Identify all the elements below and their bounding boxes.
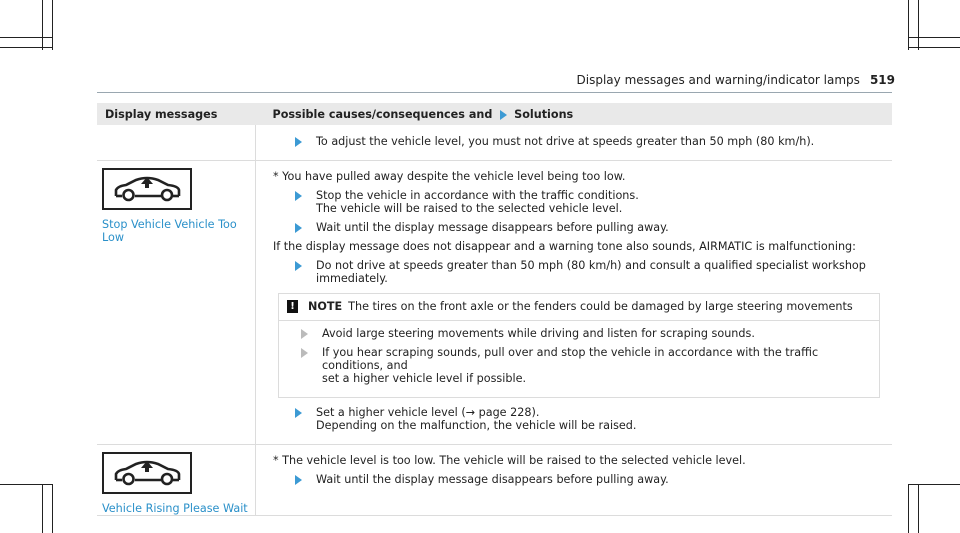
col-header-causes-text: Possible causes/consequences and [272,107,493,121]
arrow-bullet-icon [301,348,308,358]
list-item: Do not drive at speeds greater than 50 mph (80 km/h) and consult a qualified specialist workshop immediately. [295,259,880,285]
list-item: Stop the vehicle in accordance with the traffic conditions. The vehicle will be raised to the selected vehicle level. [295,189,880,215]
crop-mark [42,0,43,50]
list-item: To adjust the vehicle level, you must not drive at speeds greater than 50 mph (80 km/h). [295,135,880,148]
crop-mark [908,37,960,38]
list-item: Wait until the display message disappears before pulling away. [295,221,880,234]
page-number: 519 [869,73,895,87]
arrow-bullet-icon [301,329,308,339]
col-header-causes [256,103,893,125]
crop-mark [42,484,43,533]
crop-mark [918,484,919,533]
note-box [278,293,880,398]
running-header [0,73,895,87]
arrow-bullet-icon [295,261,302,271]
arrow-bullet-icon [295,223,302,233]
arrow-bullet-icon [295,475,302,485]
section-title: Display messages and warning/indicator lamps [576,73,860,87]
message-cell-empty [97,125,256,161]
note-text: The tires on the front axle or the fenders could be damaged by large steering movements [348,300,853,313]
table-row [97,161,892,445]
cause-text: * The vehicle level is too low. The vehicle will be raised to the selected vehicle level. [273,454,746,467]
display-message-label: Stop Vehicle Vehicle Too Low [102,218,237,244]
col-header-display-messages: Display messages [97,103,256,125]
arrow-bullet-icon [295,408,302,418]
message-cell [97,445,256,516]
crop-mark [908,484,960,485]
cause-text: * You have pulled away despite the vehicle level being too low. [273,170,626,183]
crop-mark [52,484,53,533]
crop-mark [908,484,909,533]
crop-mark [0,37,52,38]
arrow-bullet-icon [500,110,507,120]
solution-cell [256,125,893,161]
arrow-bullet-icon [295,137,302,147]
vehicle-level-icon [102,452,192,494]
arrow-bullet-icon [295,191,302,201]
message-cell [97,161,256,445]
crop-mark [908,47,960,48]
table-row [97,125,892,161]
header-divider [97,92,892,93]
crop-mark [918,0,919,50]
note-title: NOTE [308,300,343,313]
table-row [97,445,892,516]
list-item: Set a higher vehicle level (→ page 228). Depending on the malfunction, the vehicle will be raised. [295,406,880,432]
solution-cell [256,445,893,516]
table-header-row [97,103,892,125]
solution-cell [256,161,893,445]
display-messages-table [97,103,892,516]
malfunction-text: If the display message does not disappear and a warning tone also sounds, AIRMATIC is malfunctioning: [273,240,856,253]
crop-mark [0,484,52,485]
list-item: If you hear scraping sounds, pull over and stop the vehicle in accordance with the traffic conditions, and set a higher vehicle level if possible. [301,346,871,385]
note-header [279,300,879,321]
crop-mark [52,0,53,50]
warning-icon: ! [287,300,298,313]
display-message-label: Vehicle Rising Please Wait [102,502,248,515]
vehicle-level-icon [102,168,192,210]
crop-mark [0,47,52,48]
col-header-solutions-text: Solutions [514,107,574,121]
list-item: Wait until the display message disappears before pulling away. [295,473,880,486]
list-item: Avoid large steering movements while driving and listen for scraping sounds. [301,327,871,340]
crop-mark [908,0,909,50]
